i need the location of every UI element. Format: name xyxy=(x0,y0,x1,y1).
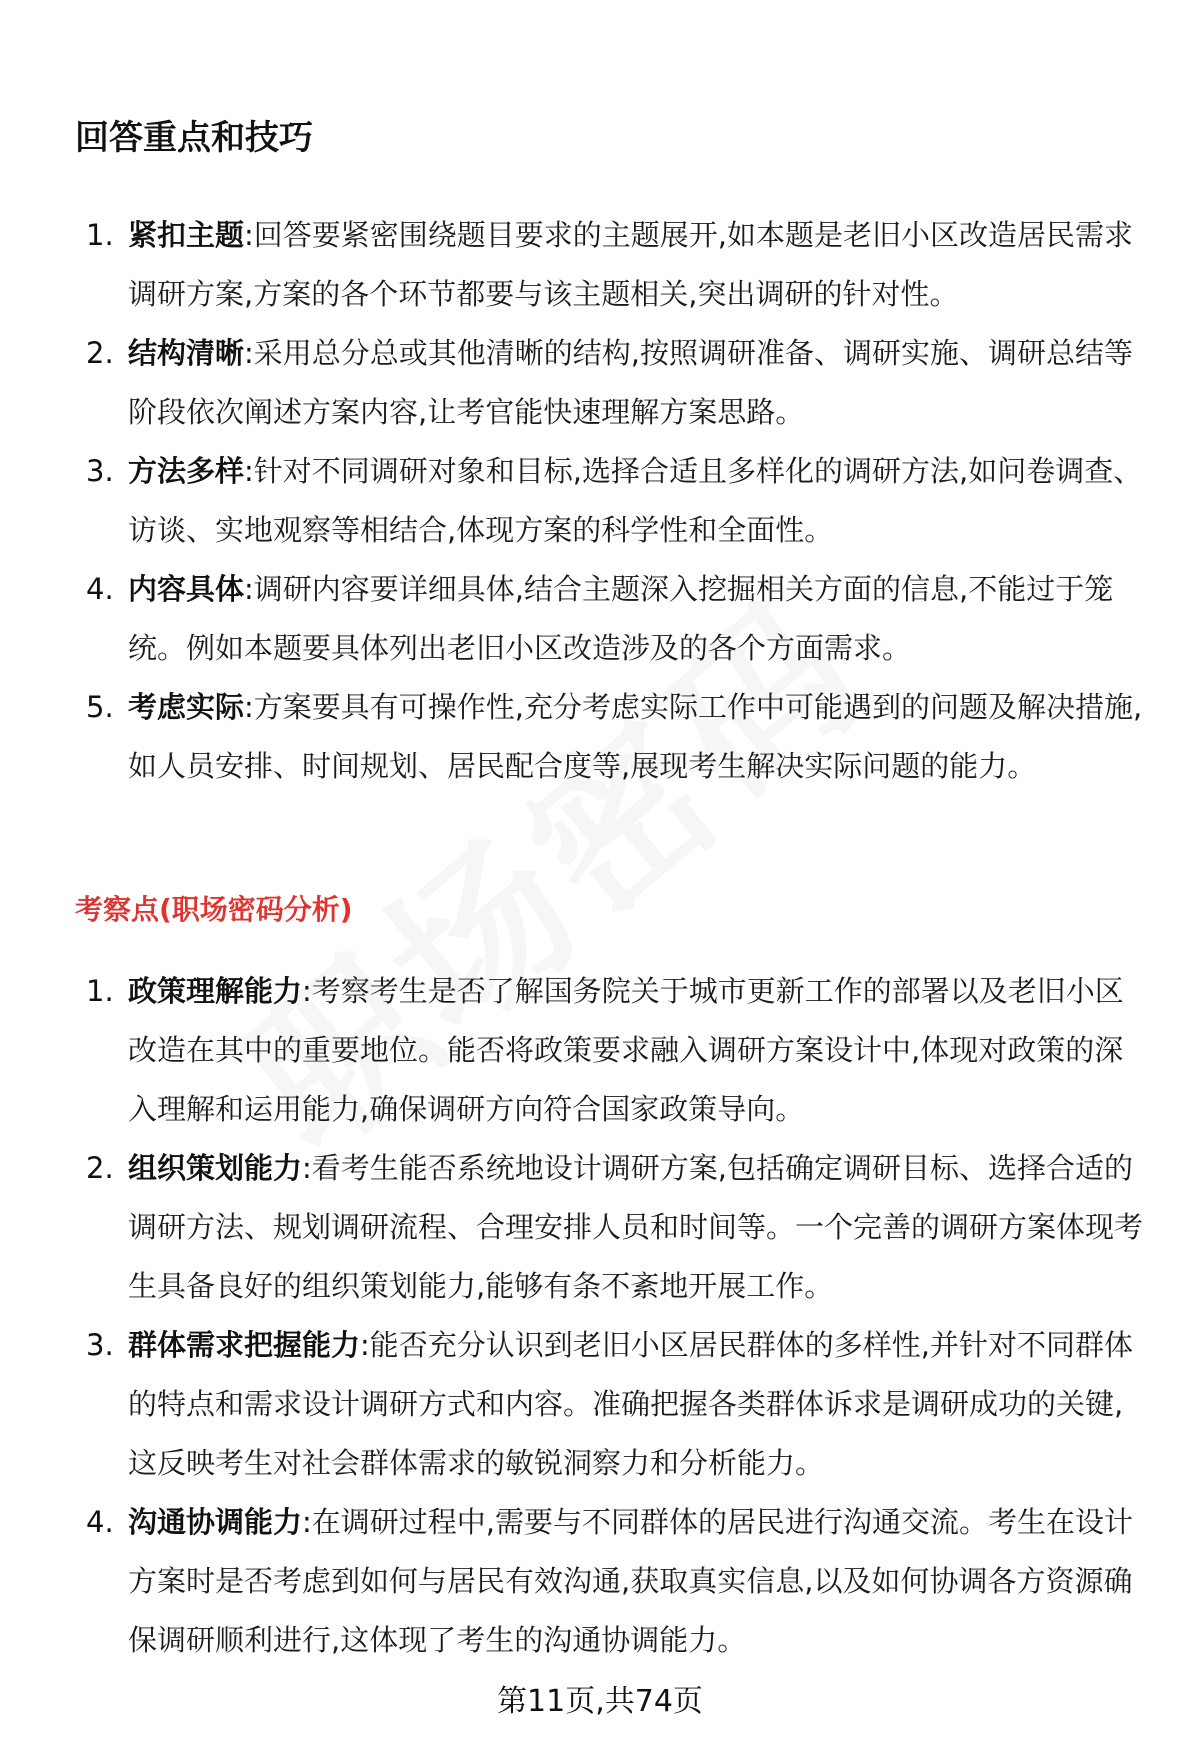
list-number: 4. xyxy=(86,1505,114,1539)
list-separator: : xyxy=(244,690,254,724)
list-separator: : xyxy=(302,974,312,1008)
list-text: 考察考生是否了解国务院关于城市更新工作的部署以及老旧小区改造在其中的重要地位。能否将政策要求融入调研方案设计中,体现对政策的深入理解和运用能力,确保调研方向符合国家政策导向。 xyxy=(128,974,1124,1126)
page-number: 第11页,共74页 xyxy=(497,1684,703,1719)
list-separator: : xyxy=(302,1151,312,1185)
list-term: 组织策划能力 xyxy=(128,1151,303,1185)
list-item xyxy=(0,1316,1200,1493)
section-title-tips: 回答重点和技巧 xyxy=(75,118,313,158)
list-number: 2. xyxy=(86,336,114,370)
tips-list xyxy=(0,206,1200,796)
list-text: 针对不同调研对象和目标,选择合适且多样化的调研方法,如问卷调查、访谈、实地观察等相结合,体现方案的科学性和全面性。 xyxy=(128,454,1143,547)
section-title-assessment: 考察点(职场密码分析) xyxy=(75,893,353,926)
list-item xyxy=(0,678,1200,796)
list-separator: : xyxy=(360,1328,370,1362)
list-separator: : xyxy=(302,1505,312,1539)
list-term: 政策理解能力 xyxy=(128,974,303,1008)
list-text: 在调研过程中,需要与不同群体的居民进行沟通交流。考生在设计方案时是否考虑到如何与居民有效沟通,获取真实信息,以及如何协调各方资源确保调研顺利进行,这体现了考生的沟通协调能力。 xyxy=(128,1505,1134,1657)
list-number: 2. xyxy=(86,1151,114,1185)
list-separator: : xyxy=(244,336,254,370)
list-term: 考虑实际 xyxy=(128,690,245,724)
list-text: 调研内容要详细具体,结合主题深入挖掘相关方面的信息,不能过于笼统。例如本题要具体列出老旧小区改造涉及的各个方面需求。 xyxy=(128,572,1114,665)
list-item xyxy=(0,1493,1200,1670)
list-number: 5. xyxy=(86,690,114,724)
list-number: 1. xyxy=(86,974,114,1008)
list-number: 4. xyxy=(86,572,114,606)
list-separator: : xyxy=(244,454,254,488)
list-text: 能否充分认识到老旧小区居民群体的多样性,并针对不同群体的特点和需求设计调研方式和内容。准确把握各类群体诉求是调研成功的关键,这反映考生对社会群体需求的敏锐洞察力和分析能力。 xyxy=(128,1328,1134,1480)
list-separator: : xyxy=(244,218,254,252)
list-term: 结构清晰 xyxy=(128,336,245,370)
list-number: 3. xyxy=(86,1328,114,1362)
list-number: 3. xyxy=(86,454,114,488)
list-term: 方法多样 xyxy=(128,454,245,488)
list-text: 采用总分总或其他清晰的结构,按照调研准备、调研实施、调研总结等阶段依次阐述方案内容,让考官能快速理解方案思路。 xyxy=(128,336,1134,429)
list-number: 1. xyxy=(86,218,114,252)
list-item xyxy=(0,442,1200,560)
list-item xyxy=(0,324,1200,442)
list-term: 内容具体 xyxy=(128,572,245,606)
list-item xyxy=(0,560,1200,678)
list-text: 看考生能否系统地设计调研方案,包括确定调研目标、选择合适的调研方法、规划调研流程、合理安排人员和时间等。一个完善的调研方案体现考生具备良好的组织策划能力,能够有条不紊地开展工作。 xyxy=(128,1151,1144,1303)
list-item xyxy=(0,962,1200,1139)
list-text: 回答要紧密围绕题目要求的主题展开,如本题是老旧小区改造居民需求调研方案,方案的各个环节都要与该主题相关,突出调研的针对性。 xyxy=(128,218,1134,311)
assessment-list xyxy=(0,962,1200,1670)
list-term: 群体需求把握能力 xyxy=(128,1328,361,1362)
list-text: 方案要具有可操作性,充分考虑实际工作中可能遇到的问题及解决措施,如人员安排、时间规划、居民配合度等,展现考生解决实际问题的能力。 xyxy=(128,690,1143,783)
list-term: 沟通协调能力 xyxy=(128,1505,303,1539)
list-item xyxy=(0,206,1200,324)
list-term: 紧扣主题 xyxy=(128,218,245,252)
list-item xyxy=(0,1139,1200,1316)
list-separator: : xyxy=(244,572,254,606)
